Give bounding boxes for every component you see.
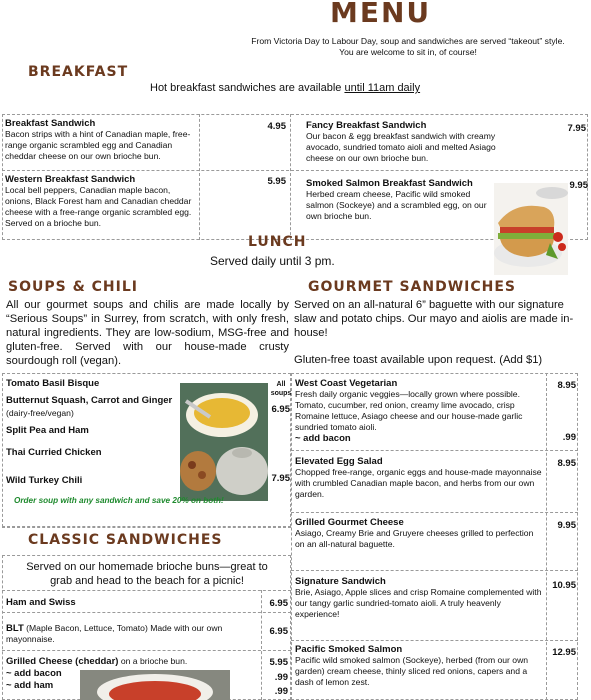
item-name: Signature Sandwich	[295, 576, 386, 587]
item-price: 5.95	[267, 176, 286, 187]
item-desc: Brie, Asiago, Apple slices and crisp Romaine complemented with our tangy garlic sundried-tomato aioli. A truly heavenly experience!	[295, 587, 542, 619]
item-desc: Fresh daily organic veggies—locally grown where possible. Tomato, cucumber, red onion, creamy lime avocado, crisp Romaine lettuce, Asiago cheese and our house-made garlic sundried tomato aioli.	[295, 389, 523, 432]
intro-line-2: You are welcome to sit in, of course!	[339, 47, 477, 57]
soup-item: Split Pea and Ham	[6, 425, 89, 436]
soups-intro: All our gourmet soups and chilis are made locally by “Serious Soups” in Surrey, from scratch, with only fresh, natural ingredients. They are low-sodium, MSG-free and gluten-free. Served with our house-made crusty sourdough roll (vegan).	[6, 299, 289, 367]
gourmet-item	[295, 576, 543, 620]
classic-item	[6, 656, 256, 667]
soup-item-note: (dairy-free/vegan)	[6, 408, 74, 418]
soup-item: Tomato Basil Bisque	[6, 378, 100, 389]
gluten-free-note: Gluten-free toast available upon request. (Add $1)	[294, 354, 543, 366]
classic-item-price: 6.95	[269, 598, 288, 609]
item-desc: Our bacon & egg breakfast sandwich with creamy avocado, sundried tomato aioli and melted Asiago cheese on our own brioche bun.	[306, 131, 496, 163]
gourmet-title: GOURMET SANDWICHES	[308, 279, 517, 295]
lunch-note: Served daily until 3 pm.	[210, 254, 335, 268]
soup-price: 6.95	[271, 404, 290, 415]
classic-item	[6, 623, 256, 645]
chili-price: 7.95	[271, 473, 290, 484]
item-name: Breakfast Sandwich	[5, 118, 96, 129]
breakfast-note-hours: until 11am daily	[344, 82, 421, 94]
gourmet-item	[295, 378, 543, 444]
soups-title: SOUPS & CHILI	[8, 279, 138, 295]
item-price: 8.95	[557, 458, 576, 469]
tomato-soup-photo	[80, 670, 230, 700]
classic-intro: Served on our homemade brioche buns—great to grab and head to the beach for a picnic!	[26, 561, 268, 587]
menu-title: MENU	[330, 0, 432, 29]
item-price: 9.95	[557, 520, 576, 531]
item-price: 7.95	[567, 123, 586, 134]
item-desc: Local bell peppers, Canadian maple bacon, onions, Black Forest ham and Canadian cheddar cheese with a free-range organic scrambled egg. Served on a brioche bun.	[5, 185, 192, 228]
sandwich-photo	[494, 183, 568, 275]
item-name: West Coast Vegetarian	[295, 378, 398, 389]
classic-title: CLASSIC SANDWICHES	[28, 532, 223, 548]
item-price: 8.95	[557, 380, 576, 391]
soup-item: Thai Curried Chicken	[6, 447, 102, 458]
breakfast-note	[150, 82, 420, 94]
soup-photo	[180, 383, 268, 501]
addon-ham: ~ add ham	[6, 680, 54, 691]
gourmet-intro: Served on an all-natural 6” baguette with our signature slaw and potato chips. Our mayo and aiolis are made in-house!	[294, 299, 574, 339]
classic-item-name: Ham and Swiss	[6, 597, 76, 608]
item-name: Pacific Smoked Salmon	[295, 644, 403, 655]
item-name: Elevated Egg Salad	[295, 456, 383, 467]
item-desc: Bacon strips with a hint of Canadian maple, free-range organic scrambled egg and Canadian cheddar cheese on our own brioche bun.	[5, 129, 191, 161]
intro-line-1: From Victoria Day to Labour Day, soup and sandwiches are served “takeout” style.	[251, 36, 565, 46]
addon-price: .99	[562, 432, 576, 443]
soup-item: Butternut Squash, Carrot and Ginger	[6, 395, 173, 406]
item-desc: Chopped free-range, organic eggs and house-made mayonnaise with crumbled Canadian maple bacon, and herbs from our own garden.	[295, 467, 542, 499]
gourmet-item	[295, 517, 543, 550]
breakfast-item	[5, 118, 197, 162]
menu-intro	[232, 36, 584, 58]
breakfast-title: BREAKFAST	[28, 64, 129, 80]
addon-price: .99	[274, 686, 288, 697]
gourmet-item	[295, 456, 543, 500]
classic-item-price: 6.95	[269, 626, 288, 637]
classic-item-desc: (Maple Bacon, Lettuce, Tomato) Made with our own mayonnaise.	[6, 623, 223, 644]
item-name: Smoked Salmon Breakfast Sandwich	[306, 178, 473, 189]
item-price: 12.95	[552, 647, 576, 658]
all-soups-label: All soups	[270, 381, 292, 397]
item-addon: ~ add bacon	[295, 433, 351, 444]
breakfast-item	[306, 120, 502, 164]
item-name: Western Breakfast Sandwich	[5, 174, 136, 185]
breakfast-note-text: Hot breakfast sandwiches are available	[150, 82, 345, 94]
item-desc: Pacific wild smoked salmon (Sockeye), herbed (from our own garden) cream cheese, thinly sliced red onions, capers and a dash of lemon zest.	[295, 655, 529, 687]
item-name: Fancy Breakfast Sandwich	[306, 120, 427, 131]
item-price: 4.95	[267, 121, 286, 132]
breakfast-item	[5, 174, 197, 229]
addon-price: .99	[274, 672, 288, 683]
item-price: 9.95	[569, 180, 588, 191]
breakfast-item	[306, 178, 494, 222]
soup-item: Wild Turkey Chili	[6, 475, 83, 486]
item-desc: Asiago, Creamy Brie and Gruyere cheeses grilled to perfection on an all-natural baguette.	[295, 528, 534, 549]
classic-item-name: Grilled Cheese (cheddar)	[6, 656, 119, 667]
item-name: Grilled Gourmet Cheese	[295, 517, 404, 528]
gourmet-item	[295, 644, 543, 688]
item-desc: Herbed cream cheese, Pacific wild smoked salmon (Sockeye) and a scrambled egg, on our own brioche bun.	[306, 189, 487, 221]
classic-item-desc: on a brioche bun.	[118, 656, 188, 666]
soup-promo: Order soup with any sandwich and save 20% on both!	[14, 496, 224, 505]
classic-item-name: BLT	[6, 623, 24, 634]
addon-bacon: ~ add bacon	[6, 668, 62, 679]
classic-item-price: 5.95	[269, 657, 288, 668]
lunch-title: LUNCH	[248, 234, 307, 250]
item-price: 10.95	[552, 580, 576, 591]
